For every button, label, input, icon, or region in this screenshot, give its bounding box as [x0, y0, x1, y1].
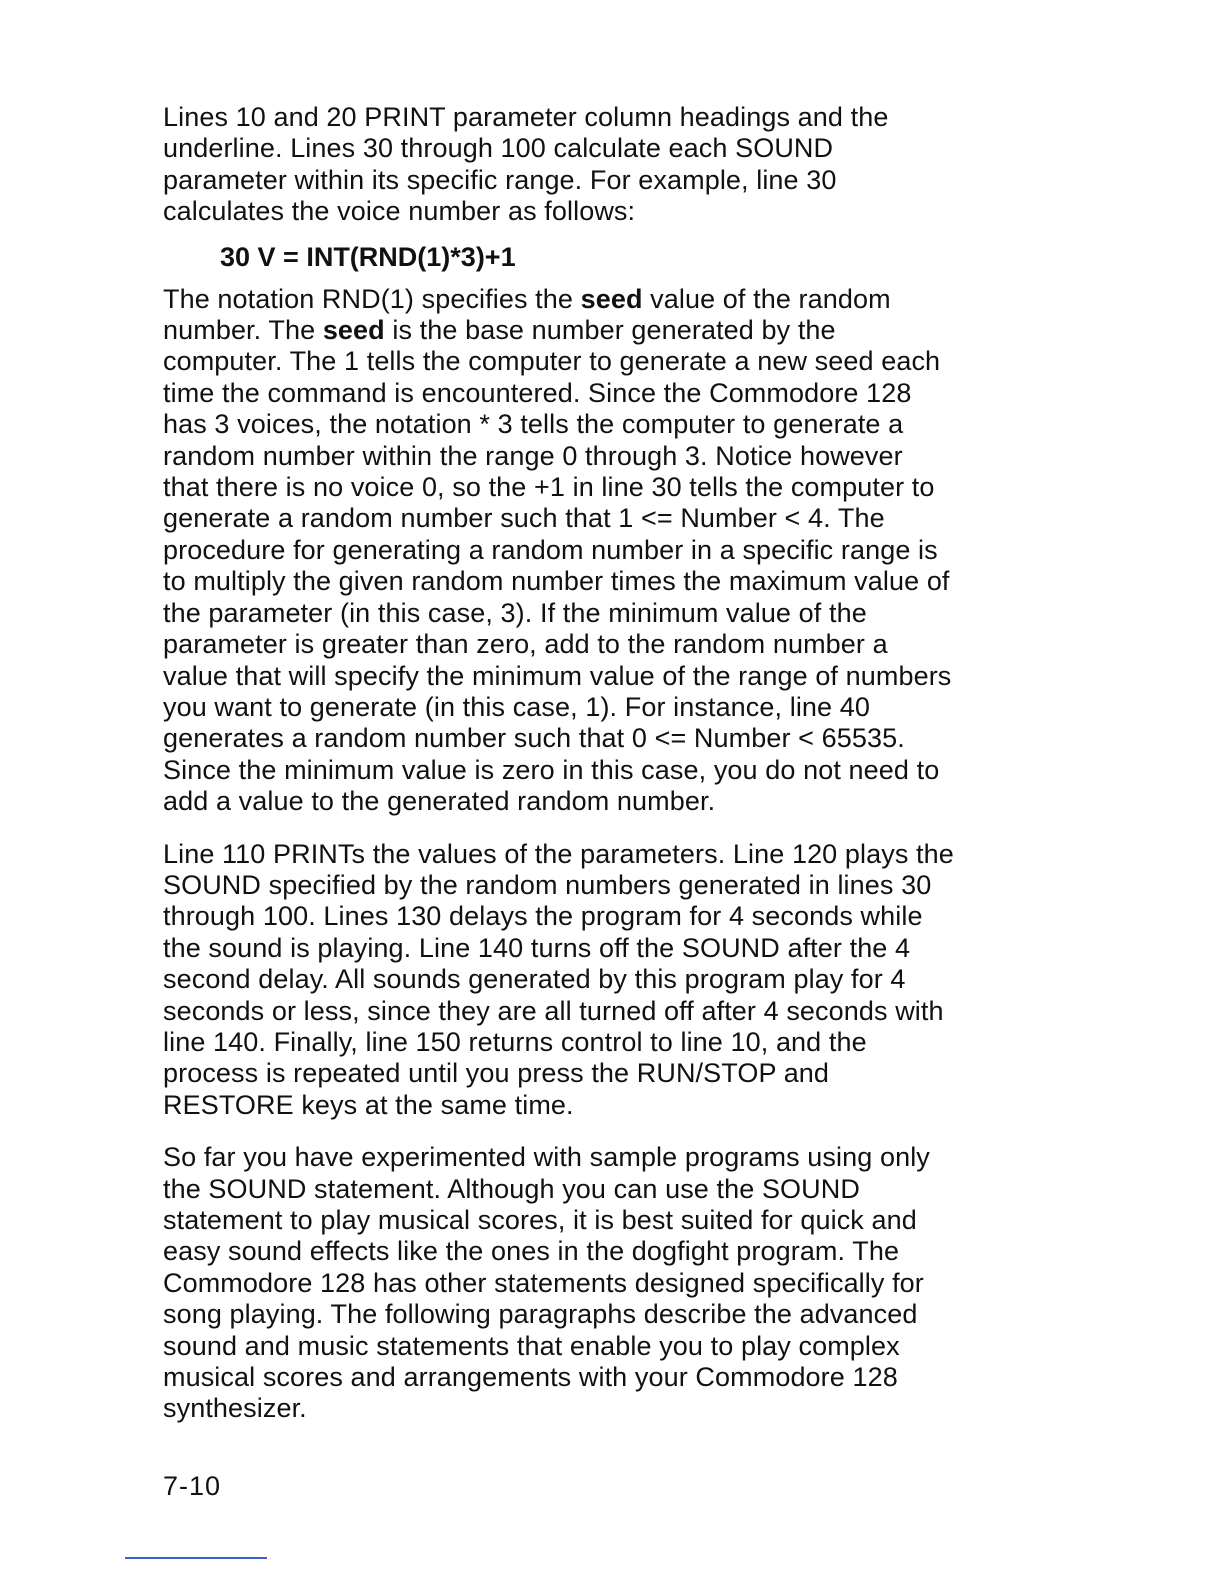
page-number: 7-10	[163, 1471, 222, 1501]
paragraph-3-line: SOUND specified by the random numbers generated in lines 30	[163, 869, 932, 900]
paragraph-3	[163, 839, 1003, 1122]
paragraph-1-line: parameter within its specific range. For example, line 30	[163, 164, 837, 195]
paragraph-2-line: parameter is greater than zero, add to the random number a	[163, 629, 888, 660]
paragraph-2-line	[163, 284, 1003, 315]
paragraph-gap	[163, 818, 1003, 839]
paragraph-2-line: to multiply the given random number times the maximum value of	[163, 566, 950, 597]
seed-term: seed	[322, 315, 385, 346]
paragraph-4-line: musical scores and arrangements with your Commodore 128	[163, 1362, 898, 1393]
paragraph-4	[163, 1142, 1003, 1425]
paragraph-4-line: synthesizer.	[163, 1393, 307, 1424]
paragraph-4-line: song playing. The following paragraphs describe the advanced	[163, 1299, 918, 1330]
paragraph-2-line: generates a random number such that 0 <= Number < 65535.	[163, 723, 905, 754]
paragraph-2-line: you want to generate (in this case, 1). For instance, line 40	[163, 691, 870, 722]
paragraph-3-line: line 140. Finally, line 150 returns control to line 10, and the	[163, 1026, 867, 1057]
code-example: 30 V = INT(RND(1)*3)+1	[220, 241, 516, 272]
paragraph-2-line: generate a random number such that 1 <= Number < 4. The	[163, 503, 885, 534]
paragraph-1	[163, 102, 1003, 228]
paragraph-4-line: statement to play musical scores, it is best suited for quick and	[163, 1205, 917, 1235]
paragraph-3-line: seconds or less, since they are all turned off after 4 seconds with	[163, 995, 944, 1026]
paragraph-3-line: through 100. Lines 130 delays the program for 4 seconds while	[163, 901, 923, 932]
paragraph-1-line: Lines 10 and 20 PRINT parameter column headings and the	[163, 102, 889, 132]
paragraph-2-line: the parameter (in this case, 3). If the minimum value of the	[163, 597, 867, 628]
paragraph-1-line: calculates the voice number as follows:	[163, 196, 636, 227]
page-body	[163, 102, 1003, 1425]
seed-term: seed	[580, 283, 643, 314]
paragraph-2-line: time the command is encountered. Since the Commodore 128	[163, 377, 912, 408]
paragraph-2-line: has 3 voices, the notation * 3 tells the computer to generate a	[163, 409, 904, 440]
paragraph-2	[163, 284, 1003, 818]
paragraph-2-line: Since the minimum value is zero in this case, you do not need to	[163, 754, 940, 785]
paragraph-4-line: the SOUND statement. Although you can use the SOUND	[163, 1173, 860, 1204]
paragraph-2-line: add a value to the generated random number.	[163, 786, 716, 817]
paragraph-3-line: second delay. All sounds generated by this program play for 4	[163, 964, 906, 995]
paragraph-2-line: computer. The 1 tells the computer to generate a new seed each	[163, 346, 941, 377]
paragraph-4-line: sound and music statements that enable you to play complex	[163, 1330, 900, 1361]
paragraph-2-line: value that will specify the minimum value of the range of numbers	[163, 660, 952, 691]
text-run: value of the random	[642, 283, 891, 314]
paragraph-2-line	[163, 315, 1003, 346]
paragraph-gap	[163, 1121, 1003, 1142]
paragraph-2-line: procedure for generating a random number in a specific range is	[163, 534, 938, 565]
bottom-rule	[125, 1557, 267, 1559]
text-run: is the base number generated by the	[384, 315, 836, 346]
paragraph-4-line: easy sound effects like the ones in the dogfight program. The	[163, 1236, 900, 1267]
paragraph-3-line: process is repeated until you press the RUN/STOP and	[163, 1058, 830, 1089]
paragraph-1-line: underline. Lines 30 through 100 calculate each SOUND	[163, 133, 834, 164]
paragraph-4-line: Commodore 128 has other statements designed specifically for	[163, 1267, 924, 1298]
text-run: number. The	[163, 315, 323, 346]
text-run: The notation RND(1) specifies the	[163, 283, 581, 314]
paragraph-2-line: random number within the range 0 through 3. Notice however	[163, 440, 903, 471]
paragraph-3-line: the sound is playing. Line 140 turns off the SOUND after the 4	[163, 932, 911, 963]
paragraph-4-line: So far you have experimented with sample programs using only	[163, 1142, 930, 1173]
paragraph-2-line: that there is no voice 0, so the +1 in line 30 tells the computer to	[163, 472, 935, 503]
paragraph-3-line: RESTORE keys at the same time.	[163, 1089, 574, 1120]
paragraph-3-line: Line 110 PRINTs the values of the parameters. Line 120 plays the	[163, 838, 954, 869]
